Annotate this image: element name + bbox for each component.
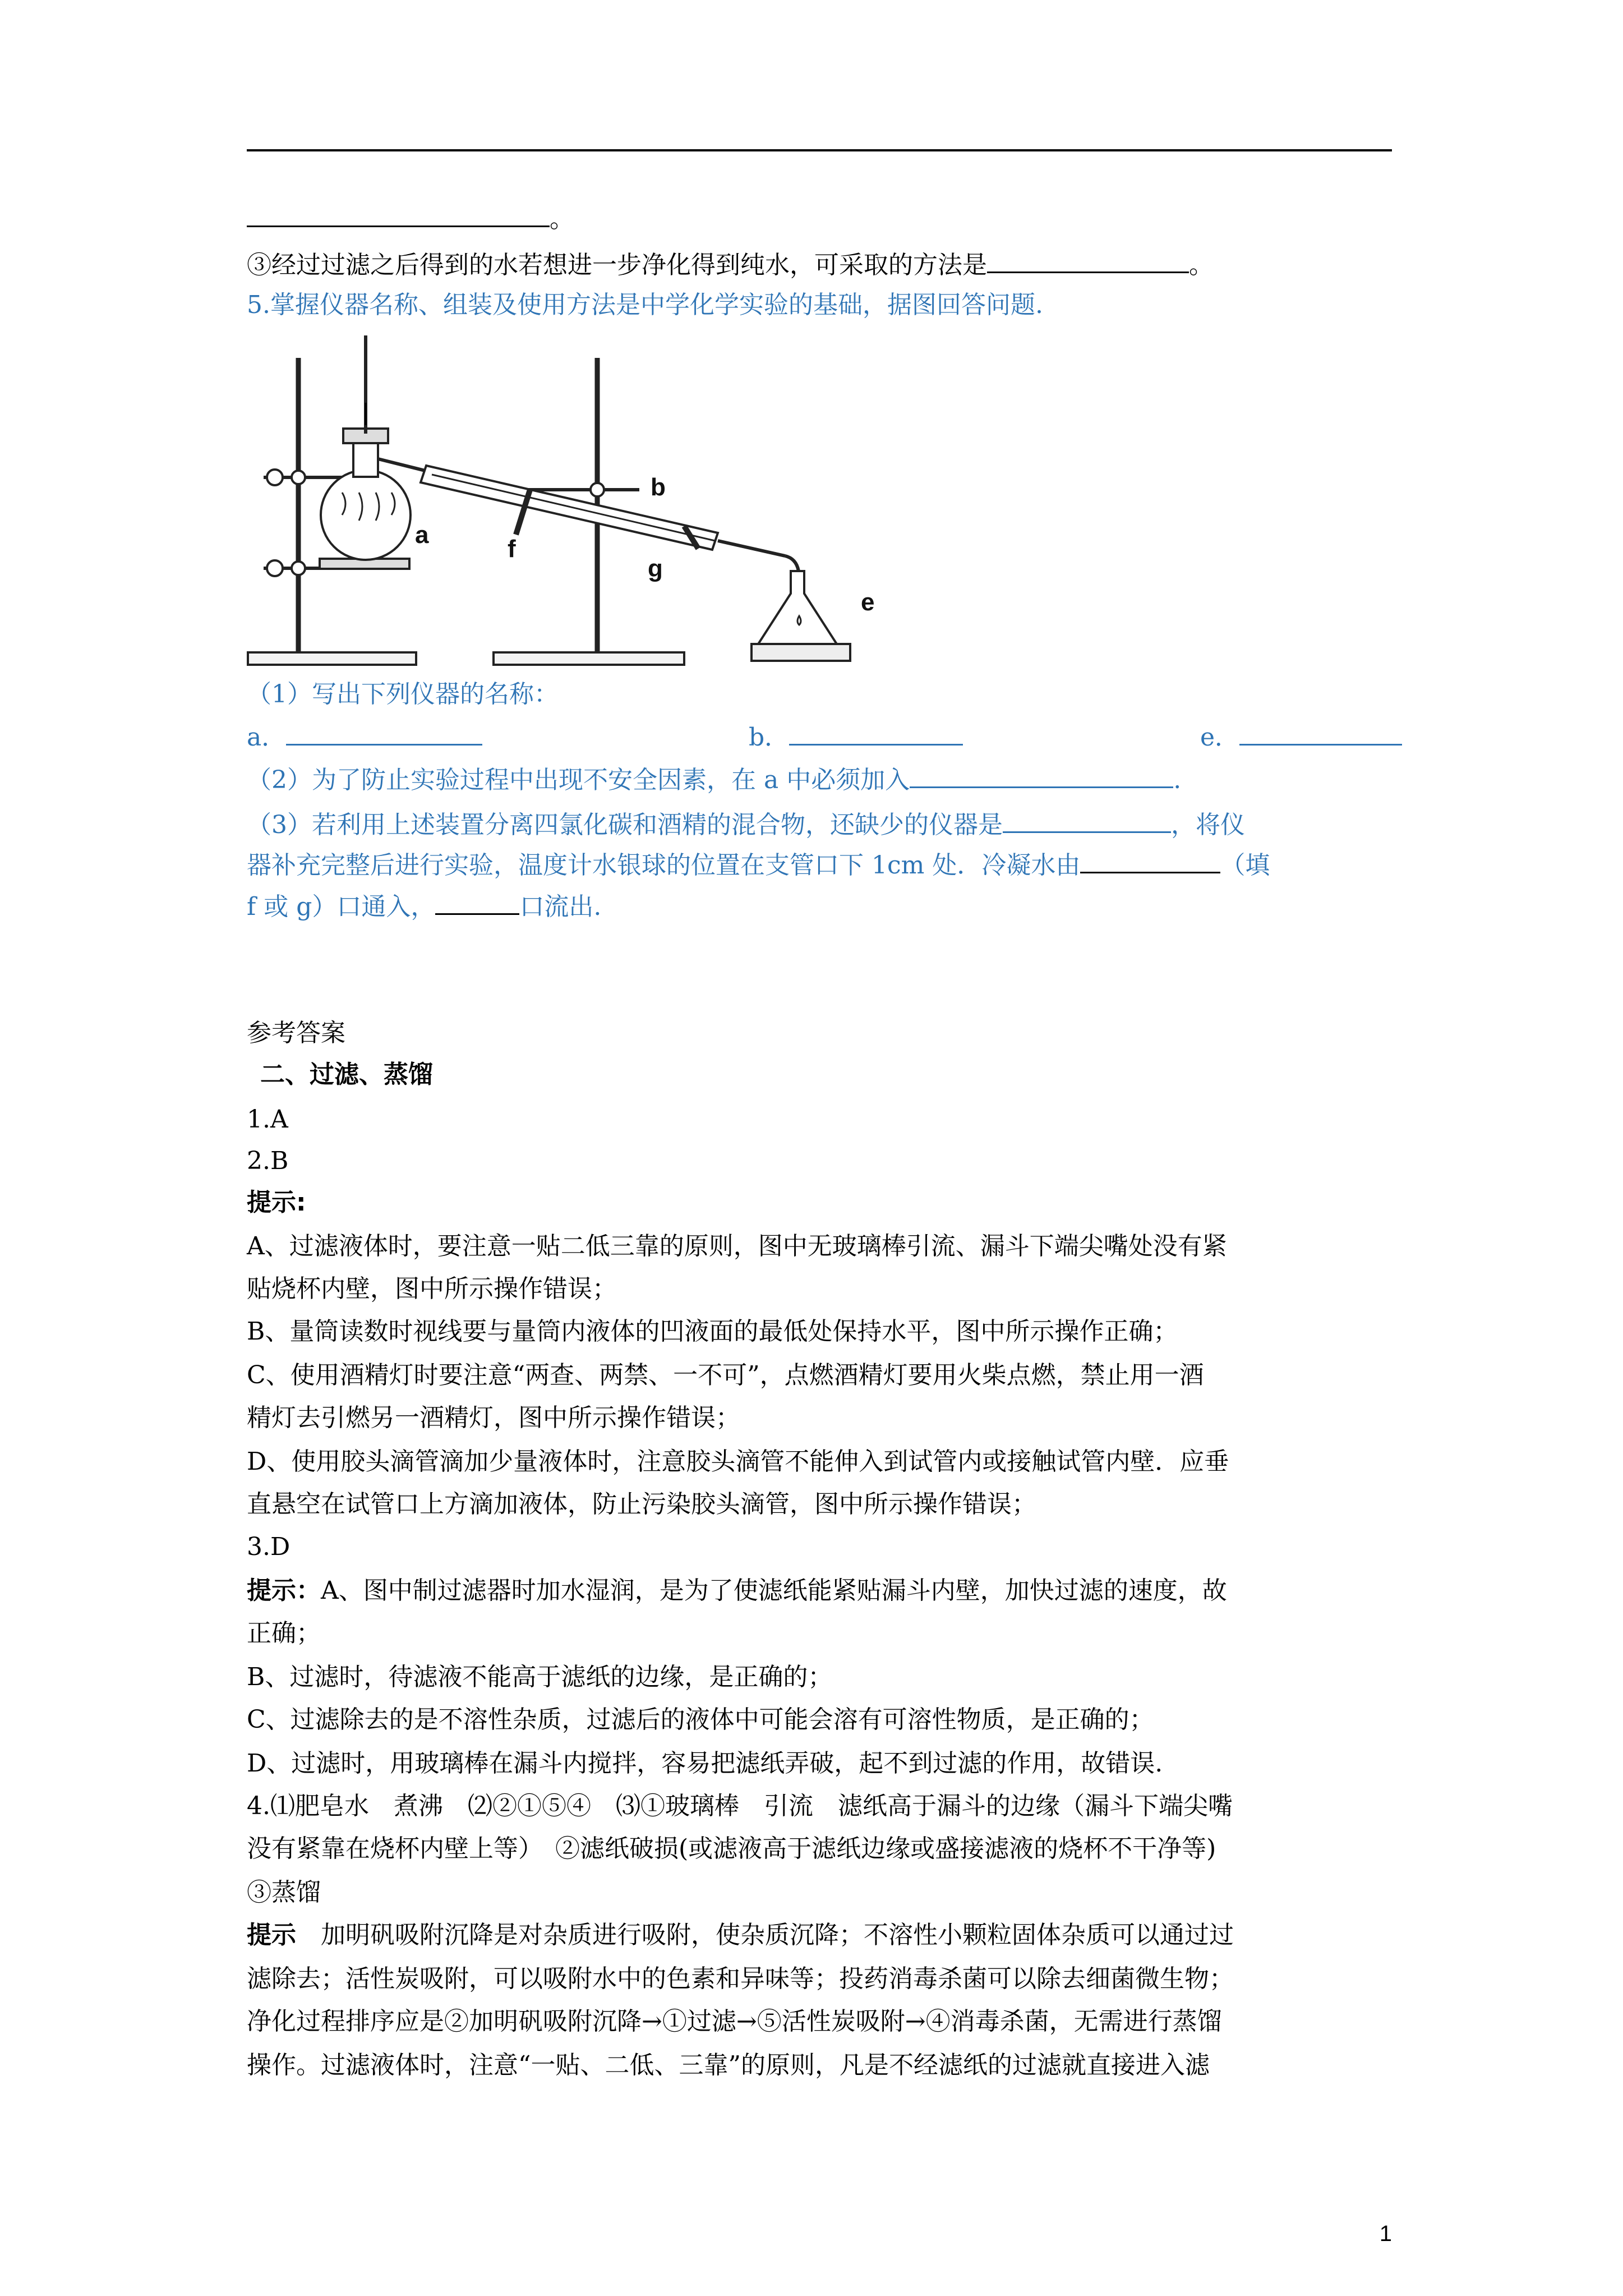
sub-question-1-b: b． — [749, 719, 963, 754]
label-e: e — [861, 588, 875, 616]
hint-4-1: 提示 加明矾吸附沉降是对杂质进行吸附，使杂质沉降；不溶性小颗粒固体杂质可以通过过 — [247, 1921, 1234, 1949]
question-5-title: 5.掌握仪器名称、组装及使用方法是中学化学实验的基础，据图回答问题. — [247, 291, 1043, 319]
answers-section-title: 二、过滤、蒸馏 — [260, 1060, 433, 1089]
label-f: f — [508, 535, 516, 563]
sub-question-3-end: f 或 g）口通入， 口流出. — [247, 889, 601, 924]
hint-3-a: 提示：A、图中制过滤器时加水湿润，是为了使滤纸能紧贴漏斗内壁，加快过滤的速度，故 — [247, 1576, 1227, 1605]
hint-label: 提示: — [247, 1188, 306, 1217]
answer-4-end: ③蒸馏 — [247, 1878, 321, 1907]
label-g: g — [648, 555, 663, 582]
answer-4-cont: 没有紧靠在烧杯内壁上等） ②滤纸破损(或滤液高于滤纸边缘或盛接滤液的烧杯不干净等) — [247, 1834, 1216, 1863]
distillation-apparatus-figure — [247, 335, 909, 672]
sub-question-3-cont: 器补充完整后进行实验，温度计水银球的位置在支管口下 1cm 处．冷凝水由 （填 — [247, 847, 1270, 882]
fill-blank-e[interactable] — [1239, 719, 1402, 746]
fill-blank-a[interactable] — [286, 719, 482, 746]
label-a: a — [415, 521, 429, 549]
page-number: 1 — [1379, 2221, 1392, 2246]
label-b: b — [651, 473, 666, 501]
fill-blank[interactable] — [987, 247, 1189, 273]
hint-2-c: C、使用酒精灯时要注意“两查、两禁、一不可”，点燃酒精灯要用火柴点燃，禁止用一酒 — [247, 1361, 1204, 1389]
sub-question-1-e: e． — [1200, 719, 1402, 754]
answer-1: 1.A — [247, 1105, 288, 1134]
answer-2: 2.B — [247, 1147, 289, 1175]
hint-4-2: 滤除去；活性炭吸附，可以吸附水中的色素和异味等；投药消毒杀菌可以除去细菌微生物； — [247, 1964, 1234, 1993]
fill-blank-b[interactable] — [789, 719, 963, 746]
hint-2-c-cont: 精灯去引燃另一酒精灯，图中所示操作错误； — [247, 1404, 740, 1432]
answers-heading: 参考答案 — [247, 1019, 345, 1047]
answer-line-blank: 。 — [247, 201, 574, 236]
hint-3-d: D、过滤时，用玻璃棒在漏斗内搅拌，容易把滤纸弄破，起不到过滤的作用，故错误. — [247, 1749, 1163, 1778]
hint-3-c: C、过滤除去的是不溶性杂质，过滤后的液体中可能会溶有可溶性物质，是正确的； — [247, 1705, 1154, 1734]
hint-4-4: 操作。过滤液体时，注意“一贴、二低、三靠”的原则，凡是不经滤纸的过滤就直接进入滤 — [247, 2051, 1210, 2079]
sub-question-3: （3）若利用上述装置分离四氯化碳和酒精的混合物，还缺少的仪器是 ，将仪 — [247, 807, 1245, 842]
fill-blank[interactable] — [1003, 807, 1171, 833]
hint-2-b: B、量筒读数时视线要与量筒内液体的凹液面的最低处保持水平，图中所示操作正确； — [247, 1317, 1178, 1346]
header-rule — [247, 149, 1392, 151]
fill-blank[interactable] — [247, 201, 550, 227]
answer-3: 3.D — [247, 1533, 291, 1561]
sub-question-2: （2）为了防止实验过程中出现不安全因素，在 a 中必须加入 . — [247, 762, 1181, 797]
hint-2-d-cont: 直悬空在试管口上方滴加液体，防止污染胶头滴管，图中所示操作错误； — [247, 1490, 1036, 1519]
answer-4: 4.⑴肥皂水 煮沸 ⑵②①⑤④ ⑶①玻璃棒 引流 滤纸高于漏斗的边缘（漏斗下端尖嘴 — [247, 1792, 1233, 1820]
fill-blank[interactable] — [1080, 847, 1220, 873]
hint-2-a-cont: 贴烧杯内壁，图中所示操作错误； — [247, 1274, 617, 1303]
hint-3-b: B、过滤时，待滤液不能高于滤纸的边缘，是正确的； — [247, 1663, 833, 1691]
hint-4-3: 净化过程排序应是②加明矾吸附沉降→①过滤→⑤活性炭吸附→④消毒杀菌，无需进行蒸馏 — [247, 2007, 1222, 2036]
question-line: ③经过过滤之后得到的水若想进一步净化得到纯水，可采取的方法是 。 — [247, 247, 1214, 282]
hint-3-a-cont: 正确； — [247, 1619, 321, 1648]
fill-blank[interactable] — [435, 889, 519, 915]
fill-blank[interactable] — [910, 762, 1173, 788]
sub-question-1-blanks: a． — [247, 719, 482, 754]
sub-question-1: （1）写出下列仪器的名称： — [247, 680, 559, 708]
hint-2-a: A、过滤液体时，要注意一贴二低三靠的原则，图中无玻璃棒引流、漏斗下端尖嘴处没有紧 — [247, 1232, 1227, 1260]
hint-2-d: D、使用胶头滴管滴加少量液体时，注意胶头滴管不能伸入到试管内或接触试管内壁．应垂 — [247, 1447, 1229, 1476]
